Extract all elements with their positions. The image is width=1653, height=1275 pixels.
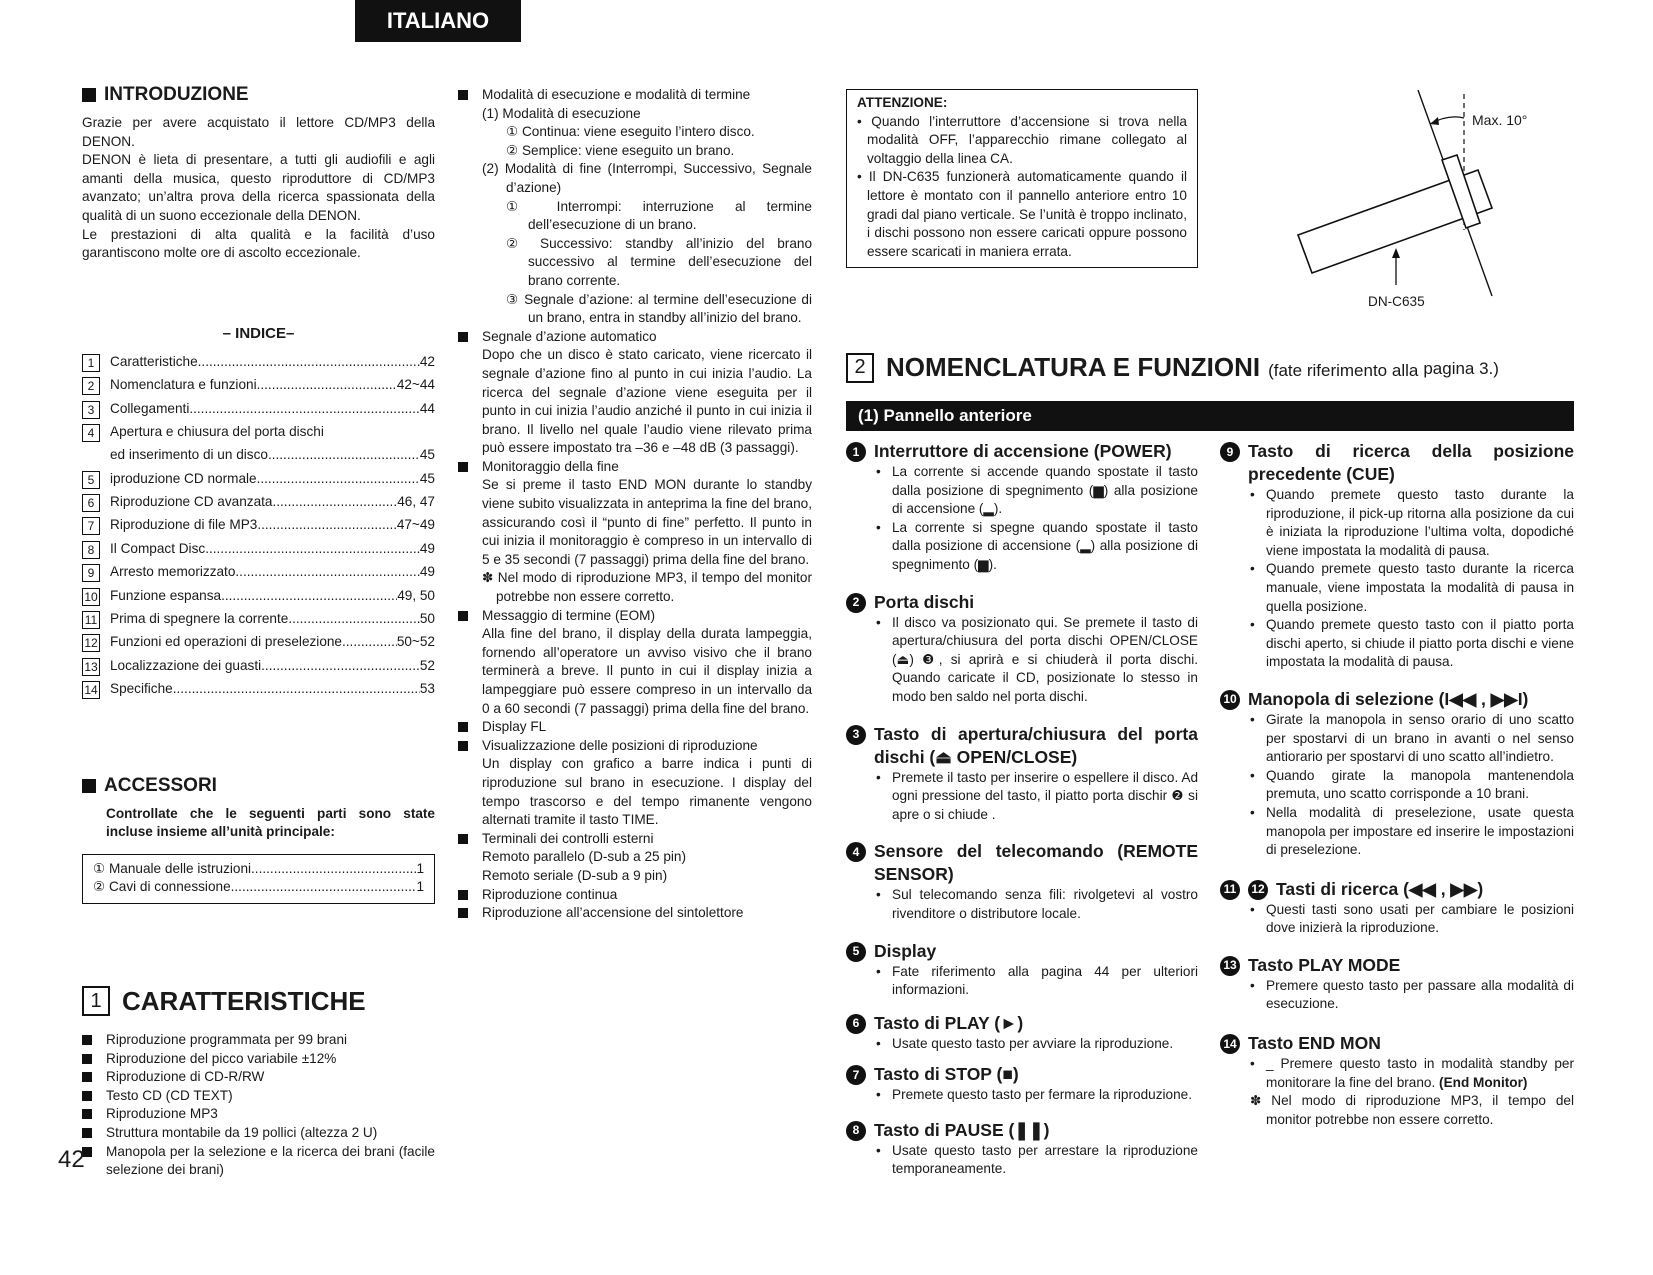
toc-title: – INDICE–: [222, 324, 295, 342]
item-description: • Usate questo tasto per avviare la riproduzione.: [876, 1035, 1174, 1051]
accessories-heading: ACCESSORI: [82, 775, 435, 797]
item-number-icon: 9: [1220, 442, 1240, 462]
function-item: [846, 1012, 1198, 1054]
warning-item: • Quando l’interruttore d’accensione si trova nella modalità OFF, l’apparecchio rimane collegato al voltaggio della linea CA.: [857, 113, 1187, 166]
item-description: • Nella modalità di preselezione, usate questa manopola per impostare ed inserire le impostazioni di preselezione.: [1250, 804, 1574, 858]
toc-page: 45: [419, 447, 435, 463]
intro-text: [82, 114, 435, 263]
bullet-item: Modalità di esecuzione e modalità di termine: [458, 86, 812, 105]
column-2: [458, 86, 812, 923]
modes-list: (1) Modalità di esecuzione ① Continua: viene eseguito l’intero disco. ② Semplice: viene eseguito un brano. (2) Modalità di fine (Interrompi, Successivo, Segnale d’azione) ① Interrompi: interruzione al termine dell’esecuzione di un brano. ② Successivo: standby all’inizio del brano successivo al termine dell’esecuzione del brano corrente. ③ Segnale d’azione: al termine dell’esecuzione di un brano, entra in standby all’inizio del brano.: [482, 105, 812, 326]
item-title: Interruttore di accensione (POWER): [874, 441, 1172, 461]
item-number-icon: 5: [846, 942, 866, 962]
item-description: • Girate la manopola in senso orario di uno scatto per spostarvi di un brano in avanti o nel senso antiorario per spostarvi di uno scatto all’indietro.: [1250, 711, 1574, 765]
toc-number: 13: [82, 658, 100, 676]
toc-item: [82, 424, 435, 447]
toc-item: [82, 447, 435, 470]
item-title: Tasto di STOP (■): [874, 1064, 1019, 1085]
toc-item: [82, 541, 435, 564]
bullet-item: Terminali dei controlli esterni: [458, 830, 812, 849]
item-description: • Questi tasti sono usati per cambiare le posizioni dove inizierà la riproduzione.: [1250, 901, 1574, 936]
item-title: Tasto PLAY MODE: [1248, 954, 1401, 975]
toc-number: 11: [82, 611, 100, 629]
toc-number: 4: [82, 424, 100, 442]
item-number-icon: 3: [846, 725, 866, 745]
bullet-item: Segnale d’azione automatico: [458, 328, 812, 347]
toc-label: Specifiche: [110, 681, 173, 697]
item-description: • Usate questo tasto per arrestare la riproduzione temporaneamente.: [876, 1142, 1198, 1177]
item-title: Tasti di ricerca (◀◀ , ▶▶): [1276, 878, 1484, 899]
device-label: DN-C635: [1368, 294, 1425, 309]
item-description: • Quando premete questo tasto durante la riproduzione, il pick-up ritorna alla posizione da cui è iniziata la riproduzione l’ultima volta, dopodiché viene impostata la modalità di pausa.: [1250, 487, 1574, 558]
function-item: [1220, 688, 1574, 860]
feature-item: Riproduzione di CD-R/RW: [82, 1068, 435, 1087]
section-number: 2: [846, 353, 874, 383]
toc-item: [82, 634, 435, 657]
toc-number: 12: [82, 634, 100, 652]
column-1: [82, 84, 435, 1180]
toc-label: Funzione espansa: [110, 587, 222, 603]
items-left-column: [846, 440, 1198, 1189]
warning-box: [846, 89, 1198, 268]
features-list: [82, 1031, 435, 1180]
item-title: Tasto di apertura/chiusura del porta dischi (⏏ OPEN/CLOSE): [874, 723, 1198, 767]
feature-item: Manopola per la selezione e la ricerca dei brani (facile selezione dei brani): [82, 1143, 435, 1180]
toc-item: [82, 564, 435, 587]
square-bullet-icon: [82, 1035, 92, 1045]
item-description: • Sul telecomando senza fili: rivolgetevi al vostro rivenditore o distributore locale.: [876, 887, 1198, 921]
toc-label: Nomenclatura e funzioni: [110, 377, 257, 393]
function-item: [1220, 1032, 1574, 1129]
intro-paragraph: Grazie per avere acquistato il lettore CD/MP3 della DENON.: [82, 115, 435, 149]
toc-page: 49, 50: [397, 587, 435, 603]
toc-label: iproduzione CD normale: [110, 470, 257, 486]
accessory-item: ① Manuale delle istruzioni ..... 1: [93, 860, 424, 879]
item-number-icon: 7: [846, 1065, 866, 1085]
item-number-icon: 6: [846, 1014, 866, 1034]
toc-label: Funzioni ed operazioni di preselezione: [110, 634, 342, 650]
toc-page: 45: [419, 470, 435, 486]
item-description: • La corrente si spegne quando spostate il tasto dalla posizione di accensione (▂) alla posizione di spegnimento (▆).: [876, 519, 1198, 572]
toc-item: [82, 494, 435, 517]
toc-item: [82, 658, 435, 681]
toc-page: 53: [419, 681, 435, 697]
feature-item: Testo CD (CD TEXT): [82, 1087, 435, 1106]
toc-number: 8: [82, 541, 100, 559]
warning-title: ATTENZIONE:: [857, 95, 948, 110]
nomenclature-heading: 2 NOMENCLATURA E FUNZIONI (fate riferimento alla pagina 3.): [846, 352, 1576, 383]
toc-item: [82, 354, 435, 377]
external-line: Remoto seriale (D-sub a 9 pin): [482, 867, 668, 883]
toc-number: 9: [82, 564, 100, 582]
item-description: • Quando girate la manopola mantenendola premuta, uno scatto corrisponde a 10 brani.: [1250, 767, 1574, 802]
function-item: [1220, 954, 1574, 1014]
accessory-item: ② Cavi di connessione ..... 1: [93, 878, 424, 897]
angle-label: Max. 10°: [1472, 112, 1528, 128]
item-number-icon: 10: [1220, 690, 1240, 710]
item-number-icon: 1: [846, 442, 866, 462]
toc-page: 50: [419, 611, 435, 627]
feature-item: Riproduzione programmata per 99 brani: [82, 1031, 435, 1050]
bullet-item: Riproduzione all’accensione del sintolettore: [458, 904, 812, 923]
toc-number: 5: [82, 471, 100, 489]
section-number: 1: [82, 986, 110, 1016]
toc-item: [82, 611, 435, 634]
toc-page: 44: [419, 400, 435, 416]
toc-label: Riproduzione CD avanzata: [110, 494, 273, 510]
square-bullet-icon: [82, 779, 96, 793]
toc-page: 49: [419, 540, 435, 556]
warning-item: • Il DN-C635 funzionerà automaticamente quando il lettore è montato con il pannello anteriore entro 10 gradi dal piano verticale. Se l’unità è troppo inclinato, i dischi possono non essere caricati oppure possono essere scaricati in maniera errata.: [857, 169, 1187, 259]
arrow-icon: [1430, 117, 1439, 125]
item-title: Manopola di selezione (I◀◀ , ▶▶I): [1248, 688, 1529, 709]
item-description: • Il disco va posizionato qui. Se premete il tasto di apertura/chiusura del porta dischi OPEN/CLOSE (⏏) ❸, si aprirà e si chiuderà il porta dischi. Quando caricate il CD, posizionate lo stesso in modo ben saldo nel porta dischi.: [876, 614, 1198, 704]
item-number-icon: 11: [1220, 880, 1240, 900]
bullet-item: Display FL: [458, 718, 812, 737]
item-description: • Premere questo tasto per passare alla modalità di esecuzione.: [1250, 977, 1574, 1012]
item-number-icon: 8: [846, 1121, 866, 1141]
item-number-icon: 4: [846, 842, 866, 862]
toc-list: [82, 354, 435, 705]
item-note: ✽ Nel modo di riproduzione MP3, il tempo del monitor potrebbe non essere corretto.: [1250, 1093, 1574, 1127]
toc-page: 49: [419, 564, 435, 580]
item-description: • _ Premere questo tasto in modalità standby per monitorare la fine del brano. (End Monitor): [1250, 1056, 1574, 1090]
toc-item: [82, 588, 435, 611]
item-description: • Premete questo tasto per fermare la riproduzione.: [876, 1087, 1192, 1103]
end-monitor-text: Se si preme il tasto END MON durante lo standby viene subito visualizzata in anteprima la fine del brano, assicurando così il “punto di fine” perfetto. Il punto in cui inizia il monitoraggio è compreso in un intervallo di 5 e 35 secondi (7 passaggi) prima della fine del brano.: [482, 477, 812, 567]
square-bullet-icon: [82, 88, 96, 102]
toc-page: 50~52: [396, 634, 435, 650]
function-item: [846, 723, 1198, 825]
external-line: Remoto parallelo (D-sub a 25 pin): [482, 849, 687, 865]
function-item: [846, 840, 1198, 923]
toc-label: Collegamenti: [110, 400, 190, 416]
function-item: [1220, 878, 1574, 938]
toc-label: Arresto memorizzato: [110, 564, 236, 580]
toc-number: 1: [82, 354, 100, 372]
position-text: Un display con grafico a barre indica i punti di riproduzione sul brano in esecuzione. I display del tempo trascorso e del tempo rimanente vengono alternati tramite il tasto TIME.: [482, 756, 812, 828]
function-item: [846, 1119, 1198, 1179]
toc-page: 47~49: [396, 517, 435, 533]
intro-heading: INTRODUZIONE: [82, 84, 435, 106]
bullet-item: Monitoraggio della fine: [458, 458, 812, 477]
feature-item: Struttura montabile da 19 pollici (altezza 2 U): [82, 1124, 435, 1143]
item-title: Tasto END MON: [1248, 1033, 1381, 1054]
toc-number: 10: [82, 588, 100, 606]
function-item: [846, 940, 1198, 1000]
toc-page: 42: [419, 353, 435, 369]
page-number: 42: [58, 1146, 85, 1173]
toc-item: [82, 471, 435, 494]
function-item: [846, 440, 1198, 575]
toc-number: 3: [82, 401, 100, 419]
toc-label: Localizzazione dei guasti: [110, 657, 262, 673]
item-title: Tasto di PLAY (►): [874, 1012, 1024, 1033]
item-number-icon: 2: [846, 593, 866, 613]
end-monitor-note: ✽ Nel modo di riproduzione MP3, il tempo del monitor potrebbe non essere corretto.: [482, 570, 812, 605]
square-bullet-icon: [82, 1054, 92, 1064]
toc-item: [82, 377, 435, 400]
language-tab: ITALIANO: [355, 0, 521, 42]
toc-item: [82, 681, 435, 704]
square-bullet-icon: [82, 1128, 92, 1138]
item-number-icon: 12: [1248, 880, 1268, 900]
item-description: • Fate riferimento alla pagina 44 per ulteriori informazioni.: [876, 963, 1198, 998]
toc-item: [82, 517, 435, 540]
toc-number: 6: [82, 494, 100, 512]
toc-label: Prima di spegnere la corrente: [110, 611, 289, 627]
toc-label: Il Compact Disc: [110, 540, 206, 556]
toc-label: Riproduzione di file MP3: [110, 517, 258, 533]
toc-number: 14: [82, 681, 100, 699]
toc-number: 2: [82, 377, 100, 395]
auto-cue-text: Dopo che un disco è stato caricato, viene ricercato il segnale d’azione fino al punto in cui inizia l’audio. La ricerca del segnale d’azione viene eseguita per il punto in cui inizia l’audio anziché il punto in cui inizia il brano. Il livello nel quale l’audio viene rilevato prima può essere impostato tra –36 e –48 dB (3 passaggi).: [482, 347, 812, 456]
square-bullet-icon: [82, 1072, 92, 1082]
toc-number: 7: [82, 517, 100, 535]
bullet-item: Visualizzazione delle posizioni di riproduzione: [458, 737, 812, 756]
toc-page: 42~44: [396, 377, 435, 393]
accessories-box: [82, 854, 435, 904]
feature-item: Riproduzione MP3: [82, 1105, 435, 1124]
item-description: • Quando premete questo tasto con il piatto porta dischi aperto, si chiude il piatto porta dischi e viene impostata la modalità di pausa.: [1250, 617, 1574, 670]
toc-label: Caratteristiche: [110, 353, 198, 369]
function-item: [1220, 440, 1574, 672]
arrow-icon: [1392, 248, 1400, 258]
function-item: [846, 591, 1198, 707]
accessories-note: Controllate che le seguenti parti sono state incluse insieme all’unità principale:: [106, 805, 435, 840]
intro-paragraph: Le prestazioni di alta qualità e la facilità d’uso garantiscono molte ore di ascolto eccezionale.: [82, 226, 435, 261]
panel-bar: (1) Pannello anteriore: [846, 401, 1574, 431]
item-title: Display: [874, 940, 937, 961]
items-right-column: [1220, 440, 1574, 1139]
bullet-item: Riproduzione continua: [458, 886, 812, 905]
item-number-icon: 13: [1220, 956, 1240, 976]
item-description: • La corrente si accende quando spostate il tasto dalla posizione di spegnimento (▆) alla posizione di accensione (▂).: [876, 464, 1198, 517]
function-item: [846, 1063, 1198, 1105]
features-heading: 1 CARATTERISTICHE: [82, 986, 435, 1017]
toc-page: 46, 47: [397, 494, 435, 510]
square-bullet-icon: [82, 1091, 92, 1101]
bullet-item: Messaggio di termine (EOM): [458, 607, 812, 626]
feature-item: Riproduzione del picco variabile ±12%: [82, 1050, 435, 1069]
item-title: Sensore del telecomando (REMOTE SENSOR): [874, 841, 1198, 885]
eom-text: Alla fine del brano, il display della durata lampeggia, fornendo all’operatore un avviso visivo che il brano terminerà a breve. Il punto in cui il display inizia a lampeggiare può essere compreso in un intervallo da 0 a 60 secondi (7 passaggi) prima della fine del brano.: [482, 626, 812, 716]
item-description: • Premete il tasto per inserire o espellere il disco. Ad ogni pressione del tasto, il piatto porta dischir ❷ si apre o si chiude .: [876, 769, 1198, 822]
toc-label: ed inserimento di un disco: [110, 447, 268, 463]
toc-item: [82, 401, 435, 424]
item-title: Tasto di ricerca della posizione precedente (CUE): [1248, 441, 1574, 484]
intro-paragraph: DENON è lieta di presentare, a tutti gli audiofili e agli amanti della musica, questo riproduttore di CD/MP3 avanzato; un’altra prova della ricerca spassionata della qualità di un suono eccezionale della DENON.: [82, 152, 435, 223]
item-number-icon: 14: [1220, 1034, 1240, 1054]
toc-page: 52: [419, 657, 435, 673]
item-title: Tasto di PAUSE (❚❚): [874, 1119, 1050, 1140]
item-title: Porta dischi: [874, 591, 975, 612]
toc-label: Apertura e chiusura del porta dischi: [110, 423, 324, 439]
square-bullet-icon: [82, 1109, 92, 1119]
item-description: • Quando premete questo tasto durante la ricerca manuale, viene impostata la modalità di pausa in quella posizione.: [1250, 561, 1574, 614]
